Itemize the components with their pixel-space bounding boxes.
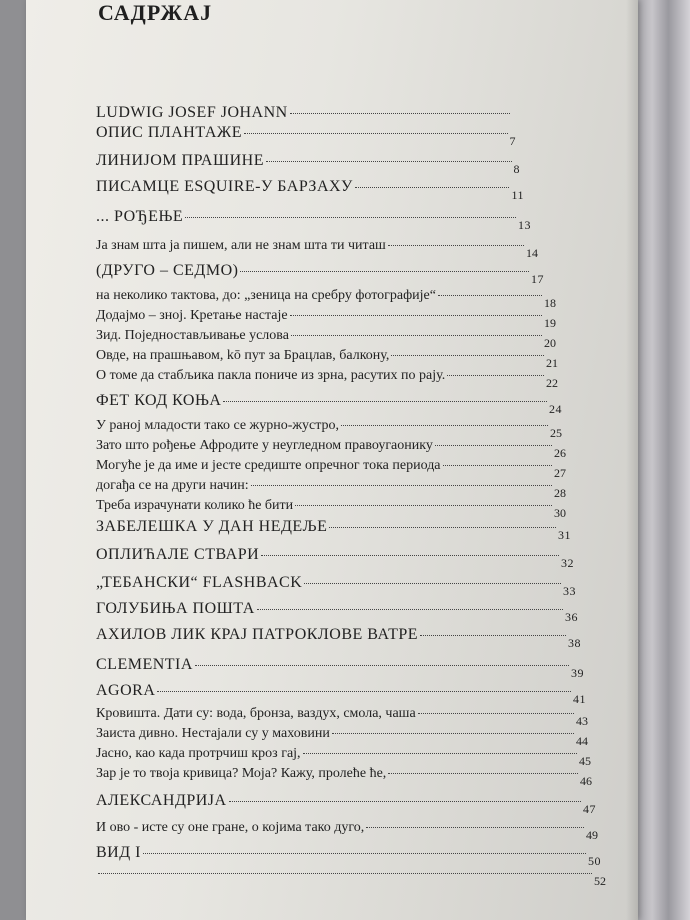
toc-entry-title: Ја знам шта ја пишем, али не знам шта ти читаш: [96, 238, 386, 253]
toc-entry-page: 13: [518, 218, 531, 232]
toc-dot-leader: [290, 315, 542, 316]
toc-entry-title: Јасно, као када протрчиш кроз гај,: [96, 746, 301, 761]
toc-entry-page: 39: [571, 666, 584, 680]
toc-entry: [96, 104, 512, 122]
toc-dot-leader: [391, 355, 544, 356]
toc-entry-title: ОПИС ПЛАНТАЖЕ: [96, 124, 242, 141]
page-edge-shadow: [626, 0, 638, 920]
toc-entry-page: 43: [576, 714, 588, 728]
toc-entry: [96, 308, 556, 330]
toc-dot-leader: [420, 635, 566, 636]
toc-entry-title: Заиста дивно. Нестајали су у маховини: [96, 726, 330, 741]
toc-dot-leader: [332, 733, 574, 734]
toc-entry-title: LUDWIG JOSEF JOHANN: [96, 104, 288, 121]
toc-entry-title: „ТЕБАНСКИ“ FLASHBACK: [96, 574, 303, 591]
toc-dot-leader: [157, 691, 571, 692]
toc-entry-page: 50: [588, 854, 601, 868]
toc-entry: [96, 600, 578, 624]
toc-entry-title: Зато што рођење Афродите у неугледном правоугаонику: [96, 438, 433, 453]
toc-entry-title: Зар је то твоја кривица? Моја? Кажу, пролеће ће,: [96, 766, 387, 781]
toc-dot-leader: [244, 133, 508, 134]
toc-entry-page: 52: [594, 874, 606, 888]
toc-dot-leader: [443, 465, 552, 466]
toc-entry: [96, 458, 566, 480]
toc-entry-page: 18: [544, 296, 556, 310]
toc-dot-leader: [257, 609, 563, 610]
toc-entry-page: 36: [565, 610, 578, 624]
toc-entry-title: ФЕТ КОД КОЊА: [96, 392, 222, 409]
toc-entry-page: 44: [576, 734, 588, 748]
toc-entry-title: ЗАБЕЛЕШКА У ДАН НЕДЕЉЕ: [96, 518, 328, 535]
toc-entry-page: 46: [580, 774, 592, 788]
toc-entry-page: 7: [509, 134, 516, 148]
toc-entry-title: АЛЕКСАНДРИЈА: [96, 792, 227, 809]
toc-entry: [96, 368, 558, 390]
toc-entry: [96, 478, 566, 500]
toc-entry: [96, 288, 556, 310]
toc-entry-title: АХИЛОВ ЛИК КРАЈ ПАТРОКЛОВЕ ВАТРЕ: [96, 626, 419, 643]
toc-entry-title: ГОЛУБИЊА ПОШТА: [96, 600, 255, 617]
toc-entry-page: 24: [549, 402, 562, 416]
toc-entry: [96, 262, 544, 286]
toc-entry-title: AGORA: [96, 682, 156, 699]
toc-entry: [96, 392, 562, 416]
toc-entry-title: ПИСАМЦЕ ESQUIRE-У БАРЗАХУ: [96, 178, 353, 195]
toc-dot-leader: [290, 113, 510, 114]
toc-entry-page: 21: [546, 356, 558, 370]
toc-entry-title: Додајмо – зној. Кретање настаје: [96, 308, 288, 323]
toc-entry-page: 30: [554, 506, 566, 520]
toc-dot-leader: [388, 773, 578, 774]
toc-dot-leader: [366, 827, 584, 828]
toc-entry-page: 19: [544, 316, 556, 330]
toc-dot-leader: [229, 801, 581, 802]
toc-entry: [96, 792, 596, 816]
toc-entry-title: CLEMENTIA: [96, 656, 193, 673]
toc-entry-title: Зид. Поједностављивање услова: [96, 328, 289, 343]
toc-dot-leader: [355, 187, 510, 188]
toc-entry: [96, 766, 592, 788]
toc-dot-leader: [261, 555, 559, 556]
toc-entry-page: 25: [550, 426, 562, 440]
toc-entry-page: 17: [531, 272, 544, 286]
toc-entry-title: ЛИНИЈОМ ПРАШИНЕ: [96, 152, 265, 169]
toc-dot-leader: [251, 485, 552, 486]
toc-entry-page: 45: [579, 754, 591, 768]
toc-entry: [96, 348, 558, 370]
toc-entry: [96, 152, 520, 176]
toc-entry-title: ОПЛИЋАЛЕ СТВАРИ: [96, 546, 260, 563]
toc-entry-page: 20: [544, 336, 556, 350]
toc-entry: [96, 682, 586, 706]
toc-dot-leader: [240, 271, 529, 272]
toc-entry-page: 31: [558, 528, 571, 542]
toc-entry: [96, 866, 606, 888]
toc-entry-title: Кровишта. Дати су: вода, бронза, ваздух, смола, чаша: [96, 706, 416, 721]
toc-entry-title: О томе да стабљика пакла поничe из зрна, расутих по рају.: [96, 368, 446, 383]
toc-entry-page: 49: [586, 828, 598, 842]
toc-dot-leader: [304, 583, 561, 584]
toc-entry-page: 28: [554, 486, 566, 500]
toc-entry: [96, 626, 581, 650]
toc-entry: [96, 124, 516, 148]
toc-entry-title: И ово - исте су оне гране, о којима тако дуго,: [96, 820, 365, 835]
toc-entry: [96, 238, 538, 260]
toc-entry-title: Треба израчунати колико ће бити: [96, 498, 294, 513]
page-title: САДРЖАЈ: [98, 0, 213, 25]
toc-entry: [96, 328, 556, 350]
toc-dot-leader: [98, 873, 592, 874]
toc-entry-title: Овде, на прашњавом, kō пут за Брацлав, балкону,: [96, 348, 390, 363]
toc-entry-title: ... РОЂЕЊЕ: [96, 208, 184, 225]
toc-dot-leader: [185, 217, 516, 218]
toc-entry: [96, 518, 571, 542]
toc-dot-leader: [418, 713, 574, 714]
toc-dot-leader: [223, 401, 547, 402]
toc-entry: [96, 706, 588, 728]
toc-entry-title: Могуће је да име и јесте средиште опречног тока периода: [96, 458, 441, 473]
toc-entry-title: ВИД I: [96, 844, 141, 861]
toc-entry: [96, 208, 531, 232]
toc-entry-page: 32: [561, 556, 574, 570]
toc-dot-leader: [388, 245, 524, 246]
toc-entry: [96, 656, 584, 680]
toc-dot-leader: [447, 375, 544, 376]
toc-dot-leader: [303, 753, 577, 754]
toc-dot-leader: [266, 161, 511, 162]
background-surface: [636, 0, 690, 920]
toc-entry-page: 33: [563, 584, 576, 598]
toc-dot-leader: [295, 505, 552, 506]
toc-entry-page: 41: [573, 692, 586, 706]
toc-entry-title: (ДРУГО – СЕДМО): [96, 262, 239, 279]
toc-entry: [96, 178, 524, 202]
toc-entry-page: 38: [568, 636, 581, 650]
toc-dot-leader: [291, 335, 542, 336]
toc-entry: [96, 498, 566, 520]
toc-dot-leader: [341, 425, 548, 426]
toc-entry-title: догађа се на други начин:: [96, 478, 249, 493]
toc-entry: [96, 574, 576, 598]
toc-entry-page: 8: [513, 162, 520, 176]
toc-entry-page: 11: [511, 188, 524, 202]
toc-entry-page: 22: [546, 376, 558, 390]
toc-entry: [96, 546, 574, 570]
toc-entry-title: на неколико тактова, до: „зеница на сребру фотографије“: [96, 288, 436, 303]
toc-entry-page: 27: [554, 466, 566, 480]
toc-dot-leader: [329, 527, 556, 528]
toc-entry: [96, 746, 591, 768]
toc-dot-leader: [438, 295, 542, 296]
toc-dot-leader: [195, 665, 569, 666]
toc-dot-leader: [435, 445, 552, 446]
toc-entry-title: У раној младости тако се журно-жустро,: [96, 418, 340, 433]
toc-entry: [96, 418, 562, 440]
toc-entry: [96, 438, 566, 460]
toc-entry: [96, 726, 588, 748]
toc-entry: [96, 844, 601, 868]
toc-entry-page: 14: [526, 246, 538, 260]
toc-dot-leader: [143, 853, 586, 854]
toc-entry: [96, 820, 598, 842]
toc-entry-page: 26: [554, 446, 566, 460]
toc-entry-page: 47: [583, 802, 596, 816]
book-page: [26, 0, 638, 920]
